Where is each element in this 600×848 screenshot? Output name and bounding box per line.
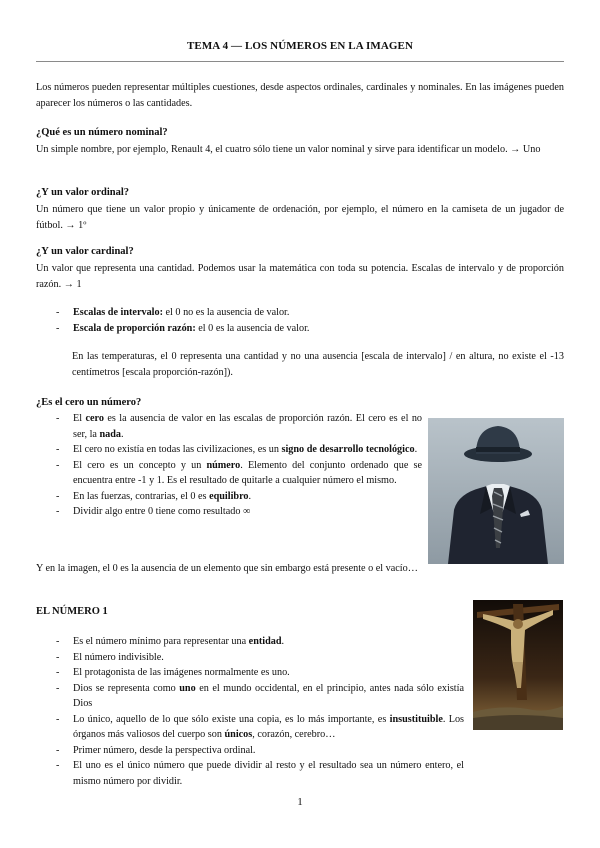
list-item: - En las fuerzas, contrarias, el 0 es equilibro. [56, 490, 252, 502]
headless-man-image [428, 418, 564, 564]
nominal-question: ¿Qué es un número nominal? [36, 127, 168, 138]
list-item: - Escalas de intervalo: el 0 no es la ausencia de valor. [56, 307, 290, 318]
number-one-heading: EL NÚMERO 1 [36, 606, 108, 617]
list-item: - Lo único, aquello de lo que sólo existe una copia, es lo más importante, es insustituible. Los órganos más valiosos del cuerpo son únicos, corazón, cerebro… [56, 713, 465, 740]
ordinal-question: ¿Y un valor ordinal? [36, 187, 130, 198]
page-number: 1 [297, 796, 303, 808]
intro-paragraph: Los números pueden representar múltiples cuestiones, desde aspectos ordinales, cardinales y nominales. En las imágenes pueden aparecer los números o las cantidades. [36, 82, 564, 109]
list-item: - El cero no existía en todas las civilizaciones, es un signo de desarrollo tecnológico. [56, 444, 418, 455]
list-item: - El cero es un concepto y un número. Elemento del conjunto ordenado que se encuentra entre -1 y 1. Es el resultado de quitarle a cualquier número el mismo. [56, 459, 422, 486]
list-item: - El protagonista de las imágenes normalmente es uno. [56, 667, 290, 678]
temperature-example: En las temperaturas, el 0 representa una cantidad y no una ausencia [escala de intervalo] / en altura, no existe el -13 centímetros [escala proporción-razón]). [72, 351, 564, 378]
list-item: - Dios se representa como uno en el mundo occidental, en el principio, antes nada sólo existía Dios [56, 682, 464, 709]
list-item: - Escala de proporción razón: el 0 es la ausencia de valor. [56, 322, 310, 334]
number-one-list [36, 634, 464, 789]
title-rule [36, 61, 564, 62]
cardinal-question: ¿Y un valor cardinal? [36, 246, 134, 257]
zero-closing: Y en la imagen, el 0 es la ausencia de un elemento que sin embargo está presente o el vacío… [36, 563, 418, 574]
cardinal-scale-list [36, 305, 564, 336]
page-title: TEMA 4 — LOS NÚMEROS EN LA IMAGEN [186, 40, 414, 52]
zero-list [36, 411, 422, 520]
nominal-answer: Un simple nombre, por ejemplo, Renault 4, el cuatro sólo tiene un valor nominal y sirve para identificar un modelo. → Uno [36, 144, 541, 155]
headless-man-illustration [428, 418, 564, 564]
list-item: - Es el número mínimo para representar una entidad. [56, 636, 285, 647]
ordinal-answer: Un número que tiene un valor propio y únicamente de ordenación, por ejemplo, el número en la camiseta de un jugador de fútbol. → 1º [36, 204, 564, 231]
list-item: - Dividir algo entre 0 tiene como resultado ∞ [56, 506, 251, 517]
crucifix-image [473, 600, 563, 730]
list-item: - El uno es el único número que puede dividir al resto y el resultado sea un número entero, el mismo número por dividir. [56, 760, 464, 787]
list-item: - El cero es la ausencia de valor en las escalas de proporción razón. El cero es el no ser, la nada. [56, 413, 423, 440]
zero-question: ¿Es el cero un número? [36, 397, 142, 408]
crucifix-illustration [473, 600, 563, 730]
cardinal-answer: Un valor que representa una cantidad. Podemos usar la matemática con toda su potencia. Escalas de intervalo y de proporción razón. → 1 [36, 263, 564, 290]
list-item: - El número indivisible. [56, 651, 164, 663]
list-item: - Primer número, desde la perspectiva ordinal. [56, 744, 256, 756]
